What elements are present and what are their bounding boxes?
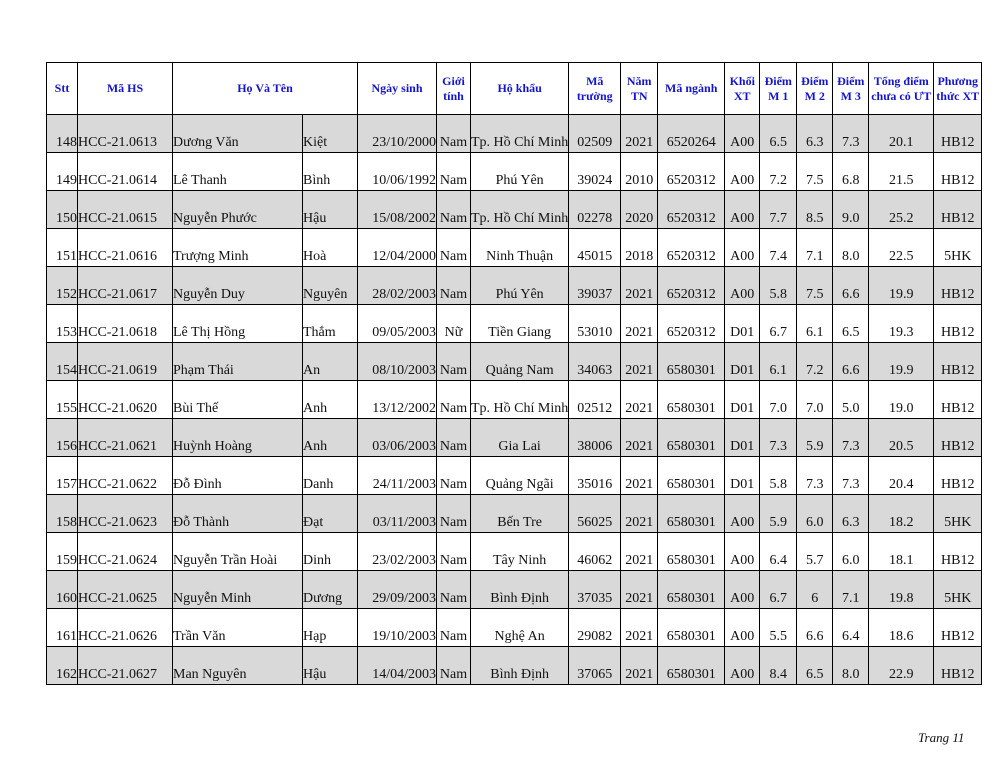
cell-stt: 149 [47,153,78,191]
cell-ngay-sinh: 12/04/2000 [358,229,437,267]
cell-ho: Đỗ Đình [173,457,303,495]
cell-phuong-thuc: HB12 [934,115,982,153]
cell-diem-m2: 6.5 [797,647,833,685]
cell-diem-m1: 6.7 [760,305,797,343]
cell-stt: 155 [47,381,78,419]
cell-tong-diem: 18.1 [869,533,934,571]
cell-ma-hs: HCC-21.0620 [78,381,173,419]
cell-ho: Man Nguyên [173,647,303,685]
cell-ho-khau: Tp. Hồ Chí Minh [471,115,569,153]
cell-ma-hs: HCC-21.0617 [78,267,173,305]
cell-gioi-tinh: Nam [437,457,471,495]
cell-khoi-xt: D01 [725,305,760,343]
cell-ten: Hậu [303,191,358,229]
cell-ho: Trượng Minh [173,229,303,267]
header-ngay-sinh: Ngày sinh [358,63,437,115]
cell-ten: Dinh [303,533,358,571]
cell-ho-khau: Tây Ninh [471,533,569,571]
cell-ten: Thắm [303,305,358,343]
cell-tong-diem: 22.9 [869,647,934,685]
cell-ma-nganh: 6580301 [658,609,725,647]
cell-ma-nganh: 6520312 [658,229,725,267]
cell-diem-m3: 6.0 [833,533,869,571]
cell-ngay-sinh: 14/04/2003 [358,647,437,685]
cell-phuong-thuc: HB12 [934,343,982,381]
table-row [47,457,982,495]
cell-phuong-thuc: HB12 [934,457,982,495]
header-ma-truong: Mã trường [569,63,621,115]
cell-ma-hs: HCC-21.0623 [78,495,173,533]
table-row [47,305,982,343]
cell-diem-m2: 8.5 [797,191,833,229]
cell-gioi-tinh: Nam [437,495,471,533]
cell-nam-tn: 2021 [621,457,658,495]
cell-diem-m2: 7.5 [797,153,833,191]
cell-ho-khau: Phú Yên [471,267,569,305]
cell-tong-diem: 19.9 [869,343,934,381]
cell-gioi-tinh: Nam [437,381,471,419]
table-row [47,229,982,267]
cell-tong-diem: 19.8 [869,571,934,609]
cell-ma-truong: 37065 [569,647,621,685]
cell-tong-diem: 18.6 [869,609,934,647]
header-ma-nganh: Mã ngành [658,63,725,115]
cell-ngay-sinh: 28/02/2003 [358,267,437,305]
cell-stt: 157 [47,457,78,495]
table-row [47,115,982,153]
cell-ma-nganh: 6580301 [658,343,725,381]
cell-ma-nganh: 6520264 [658,115,725,153]
cell-stt: 150 [47,191,78,229]
cell-diem-m3: 6.3 [833,495,869,533]
cell-diem-m1: 7.0 [760,381,797,419]
cell-ma-hs: HCC-21.0615 [78,191,173,229]
header-stt: Stt [47,63,78,115]
cell-gioi-tinh: Nam [437,609,471,647]
cell-phuong-thuc: HB12 [934,609,982,647]
cell-phuong-thuc: HB12 [934,305,982,343]
cell-ho-khau: Ninh Thuận [471,229,569,267]
cell-ma-nganh: 6580301 [658,647,725,685]
cell-gioi-tinh: Nam [437,419,471,457]
cell-ma-hs: HCC-21.0627 [78,647,173,685]
cell-diem-m3: 7.1 [833,571,869,609]
cell-ma-hs: HCC-21.0618 [78,305,173,343]
cell-diem-m2: 7.0 [797,381,833,419]
cell-tong-diem: 20.4 [869,457,934,495]
cell-nam-tn: 2021 [621,609,658,647]
cell-stt: 151 [47,229,78,267]
cell-phuong-thuc: HB12 [934,419,982,457]
cell-diem-m1: 7.7 [760,191,797,229]
header-ma-hs: Mã HS [78,63,173,115]
cell-ma-hs: HCC-21.0625 [78,571,173,609]
cell-ma-truong: 39037 [569,267,621,305]
cell-tong-diem: 20.1 [869,115,934,153]
cell-diem-m1: 6.1 [760,343,797,381]
cell-nam-tn: 2021 [621,381,658,419]
cell-ho-khau: Tp. Hồ Chí Minh [471,191,569,229]
cell-tong-diem: 19.9 [869,267,934,305]
cell-ngay-sinh: 19/10/2003 [358,609,437,647]
cell-ma-nganh: 6580301 [658,419,725,457]
cell-diem-m3: 7.3 [833,457,869,495]
cell-diem-m2: 6.6 [797,609,833,647]
cell-phuong-thuc: 5HK [934,495,982,533]
cell-stt: 153 [47,305,78,343]
cell-ho-khau: Quảng Nam [471,343,569,381]
cell-nam-tn: 2018 [621,229,658,267]
cell-ma-hs: HCC-21.0626 [78,609,173,647]
cell-ho: Đỗ Thành [173,495,303,533]
cell-ma-truong: 56025 [569,495,621,533]
cell-ho: Nguyễn Phước [173,191,303,229]
cell-nam-tn: 2021 [621,419,658,457]
cell-ma-hs: HCC-21.0622 [78,457,173,495]
cell-nam-tn: 2021 [621,343,658,381]
cell-stt: 148 [47,115,78,153]
cell-ma-truong: 53010 [569,305,621,343]
cell-phuong-thuc: HB12 [934,647,982,685]
cell-khoi-xt: D01 [725,343,760,381]
table-row [47,609,982,647]
cell-stt: 158 [47,495,78,533]
cell-ten: Dương [303,571,358,609]
header-diem-m3: Điểm M 3 [833,63,869,115]
table-row [47,267,982,305]
cell-ngay-sinh: 03/11/2003 [358,495,437,533]
cell-gioi-tinh: Nam [437,229,471,267]
cell-gioi-tinh: Nam [437,343,471,381]
cell-ngay-sinh: 03/06/2003 [358,419,437,457]
cell-ten: Danh [303,457,358,495]
cell-ma-hs: HCC-21.0624 [78,533,173,571]
cell-tong-diem: 19.3 [869,305,934,343]
cell-diem-m3: 8.0 [833,647,869,685]
cell-ngay-sinh: 08/10/2003 [358,343,437,381]
cell-ma-truong: 35016 [569,457,621,495]
cell-nam-tn: 2021 [621,267,658,305]
cell-diem-m2: 7.2 [797,343,833,381]
cell-gioi-tinh: Nam [437,647,471,685]
cell-diem-m2: 5.7 [797,533,833,571]
cell-diem-m2: 7.1 [797,229,833,267]
cell-ho: Huỳnh Hoàng [173,419,303,457]
cell-ho-khau: Gia Lai [471,419,569,457]
cell-diem-m1: 7.4 [760,229,797,267]
cell-ho: Nguyễn Trần Hoài [173,533,303,571]
cell-ho: Nguyễn Duy [173,267,303,305]
cell-ma-nganh: 6520312 [658,153,725,191]
cell-ngay-sinh: 15/08/2002 [358,191,437,229]
cell-ten: An [303,343,358,381]
cell-ma-nganh: 6520312 [658,305,725,343]
cell-diem-m3: 6.4 [833,609,869,647]
cell-ho-khau: Nghệ An [471,609,569,647]
cell-ngay-sinh: 09/05/2003 [358,305,437,343]
cell-ho: Lê Thị Hồng [173,305,303,343]
cell-khoi-xt: A00 [725,267,760,305]
cell-ma-truong: 46062 [569,533,621,571]
cell-gioi-tinh: Nữ [437,305,471,343]
cell-diem-m1: 6.5 [760,115,797,153]
table-row [47,191,982,229]
cell-diem-m3: 6.6 [833,343,869,381]
cell-ma-truong: 02278 [569,191,621,229]
cell-ten: Hậu [303,647,358,685]
cell-ho-khau: Tp. Hồ Chí Minh [471,381,569,419]
cell-nam-tn: 2021 [621,115,658,153]
cell-diem-m3: 5.0 [833,381,869,419]
cell-tong-diem: 22.5 [869,229,934,267]
cell-ma-truong: 37035 [569,571,621,609]
cell-ma-truong: 29082 [569,609,621,647]
cell-diem-m2: 6.0 [797,495,833,533]
cell-khoi-xt: D01 [725,381,760,419]
cell-ten: Hoà [303,229,358,267]
cell-diem-m1: 6.7 [760,571,797,609]
header-diem-m2: Điểm M 2 [797,63,833,115]
cell-ten: Anh [303,381,358,419]
table-row [47,647,982,685]
cell-gioi-tinh: Nam [437,267,471,305]
cell-nam-tn: 2021 [621,533,658,571]
header-phuong-thuc: Phương thức XT [934,63,982,115]
cell-ten: Đạt [303,495,358,533]
cell-ho-khau: Bình Định [471,571,569,609]
cell-diem-m3: 9.0 [833,191,869,229]
cell-diem-m2: 7.5 [797,267,833,305]
cell-ho-khau: Phú Yên [471,153,569,191]
header-nam-tn: Năm TN [621,63,658,115]
cell-khoi-xt: A00 [725,115,760,153]
header-diem-m1: Điểm M 1 [760,63,797,115]
cell-ma-truong: 02509 [569,115,621,153]
table-row [47,571,982,609]
cell-nam-tn: 2020 [621,191,658,229]
page-number: Trang 11 [918,730,965,745]
cell-khoi-xt: A00 [725,191,760,229]
table-row [47,495,982,533]
cell-khoi-xt: A00 [725,533,760,571]
cell-ho: Lê Thanh [173,153,303,191]
cell-ho: Nguyễn Minh [173,571,303,609]
cell-stt: 160 [47,571,78,609]
cell-phuong-thuc: HB12 [934,153,982,191]
cell-nam-tn: 2010 [621,153,658,191]
cell-nam-tn: 2021 [621,305,658,343]
cell-diem-m3: 7.3 [833,419,869,457]
cell-diem-m1: 7.2 [760,153,797,191]
cell-stt: 161 [47,609,78,647]
cell-ma-truong: 45015 [569,229,621,267]
cell-khoi-xt: A00 [725,647,760,685]
cell-ngay-sinh: 29/09/2003 [358,571,437,609]
header-gioi-tinh: Giới tính [437,63,471,115]
cell-ho: Phạm Thái [173,343,303,381]
table-row [47,153,982,191]
cell-ma-nganh: 6580301 [658,495,725,533]
cell-ten: Kiệt [303,115,358,153]
cell-ma-truong: 39024 [569,153,621,191]
header-khoi-xt: Khối XT [725,63,760,115]
cell-gioi-tinh: Nam [437,191,471,229]
cell-tong-diem: 18.2 [869,495,934,533]
cell-tong-diem: 20.5 [869,419,934,457]
cell-ma-hs: HCC-21.0619 [78,343,173,381]
table-row [47,419,982,457]
cell-stt: 159 [47,533,78,571]
cell-stt: 154 [47,343,78,381]
cell-nam-tn: 2021 [621,495,658,533]
cell-ma-truong: 34063 [569,343,621,381]
cell-diem-m1: 8.4 [760,647,797,685]
cell-khoi-xt: A00 [725,229,760,267]
cell-stt: 152 [47,267,78,305]
cell-ma-nganh: 6580301 [658,533,725,571]
cell-ma-nganh: 6520312 [658,267,725,305]
cell-diem-m1: 5.8 [760,457,797,495]
cell-ho-khau: Bình Định [471,647,569,685]
cell-khoi-xt: A00 [725,153,760,191]
cell-phuong-thuc: HB12 [934,191,982,229]
cell-ho-khau: Quảng Ngãi [471,457,569,495]
student-table [46,62,982,685]
cell-ten: Anh [303,419,358,457]
cell-ten: Nguyên [303,267,358,305]
cell-diem-m2: 7.3 [797,457,833,495]
cell-ngay-sinh: 13/12/2002 [358,381,437,419]
cell-diem-m3: 8.0 [833,229,869,267]
table-row [47,343,982,381]
cell-diem-m2: 6.3 [797,115,833,153]
cell-stt: 156 [47,419,78,457]
cell-khoi-xt: D01 [725,419,760,457]
cell-khoi-xt: A00 [725,495,760,533]
header-ho-va-ten: Họ Và Tên [173,63,358,115]
cell-ma-hs: HCC-21.0614 [78,153,173,191]
cell-diem-m2: 6 [797,571,833,609]
cell-diem-m3: 6.5 [833,305,869,343]
cell-ma-hs: HCC-21.0616 [78,229,173,267]
cell-diem-m1: 5.9 [760,495,797,533]
cell-ngay-sinh: 23/10/2000 [358,115,437,153]
cell-diem-m1: 7.3 [760,419,797,457]
cell-khoi-xt: D01 [725,457,760,495]
cell-ma-nganh: 6580301 [658,571,725,609]
cell-nam-tn: 2021 [621,647,658,685]
cell-gioi-tinh: Nam [437,571,471,609]
cell-gioi-tinh: Nam [437,533,471,571]
cell-diem-m1: 5.8 [760,267,797,305]
cell-khoi-xt: A00 [725,571,760,609]
cell-nam-tn: 2021 [621,571,658,609]
cell-ngay-sinh: 24/11/2003 [358,457,437,495]
cell-stt: 162 [47,647,78,685]
cell-ho: Dương Văn [173,115,303,153]
header-ho-khau: Hộ khẩu [471,63,569,115]
cell-ho: Trần Văn [173,609,303,647]
cell-khoi-xt: A00 [725,609,760,647]
cell-ho-khau: Tiền Giang [471,305,569,343]
cell-diem-m2: 5.9 [797,419,833,457]
cell-ma-nganh: 6580301 [658,457,725,495]
cell-ten: Bình [303,153,358,191]
cell-tong-diem: 21.5 [869,153,934,191]
cell-diem-m3: 7.3 [833,115,869,153]
cell-gioi-tinh: Nam [437,115,471,153]
table-row [47,381,982,419]
cell-ngay-sinh: 10/06/1992 [358,153,437,191]
cell-diem-m1: 6.4 [760,533,797,571]
cell-gioi-tinh: Nam [437,153,471,191]
cell-phuong-thuc: 5HK [934,571,982,609]
header-row [47,63,982,115]
header-tong-diem: Tổng điểm chưa có ƯT [869,63,934,115]
cell-phuong-thuc: HB12 [934,267,982,305]
cell-diem-m3: 6.6 [833,267,869,305]
cell-ngay-sinh: 23/02/2003 [358,533,437,571]
cell-ma-truong: 02512 [569,381,621,419]
cell-tong-diem: 19.0 [869,381,934,419]
cell-tong-diem: 25.2 [869,191,934,229]
cell-diem-m1: 5.5 [760,609,797,647]
cell-ho-khau: Bến Tre [471,495,569,533]
cell-ho: Bùi Thế [173,381,303,419]
cell-phuong-thuc: HB12 [934,533,982,571]
cell-ma-hs: HCC-21.0621 [78,419,173,457]
cell-diem-m3: 6.8 [833,153,869,191]
cell-phuong-thuc: HB12 [934,381,982,419]
cell-ma-hs: HCC-21.0613 [78,115,173,153]
cell-ma-nganh: 6580301 [658,381,725,419]
table-body [47,115,982,685]
cell-ten: Hạp [303,609,358,647]
cell-ma-truong: 38006 [569,419,621,457]
table-row [47,533,982,571]
cell-phuong-thuc: 5HK [934,229,982,267]
cell-ma-nganh: 6520312 [658,191,725,229]
cell-diem-m2: 6.1 [797,305,833,343]
